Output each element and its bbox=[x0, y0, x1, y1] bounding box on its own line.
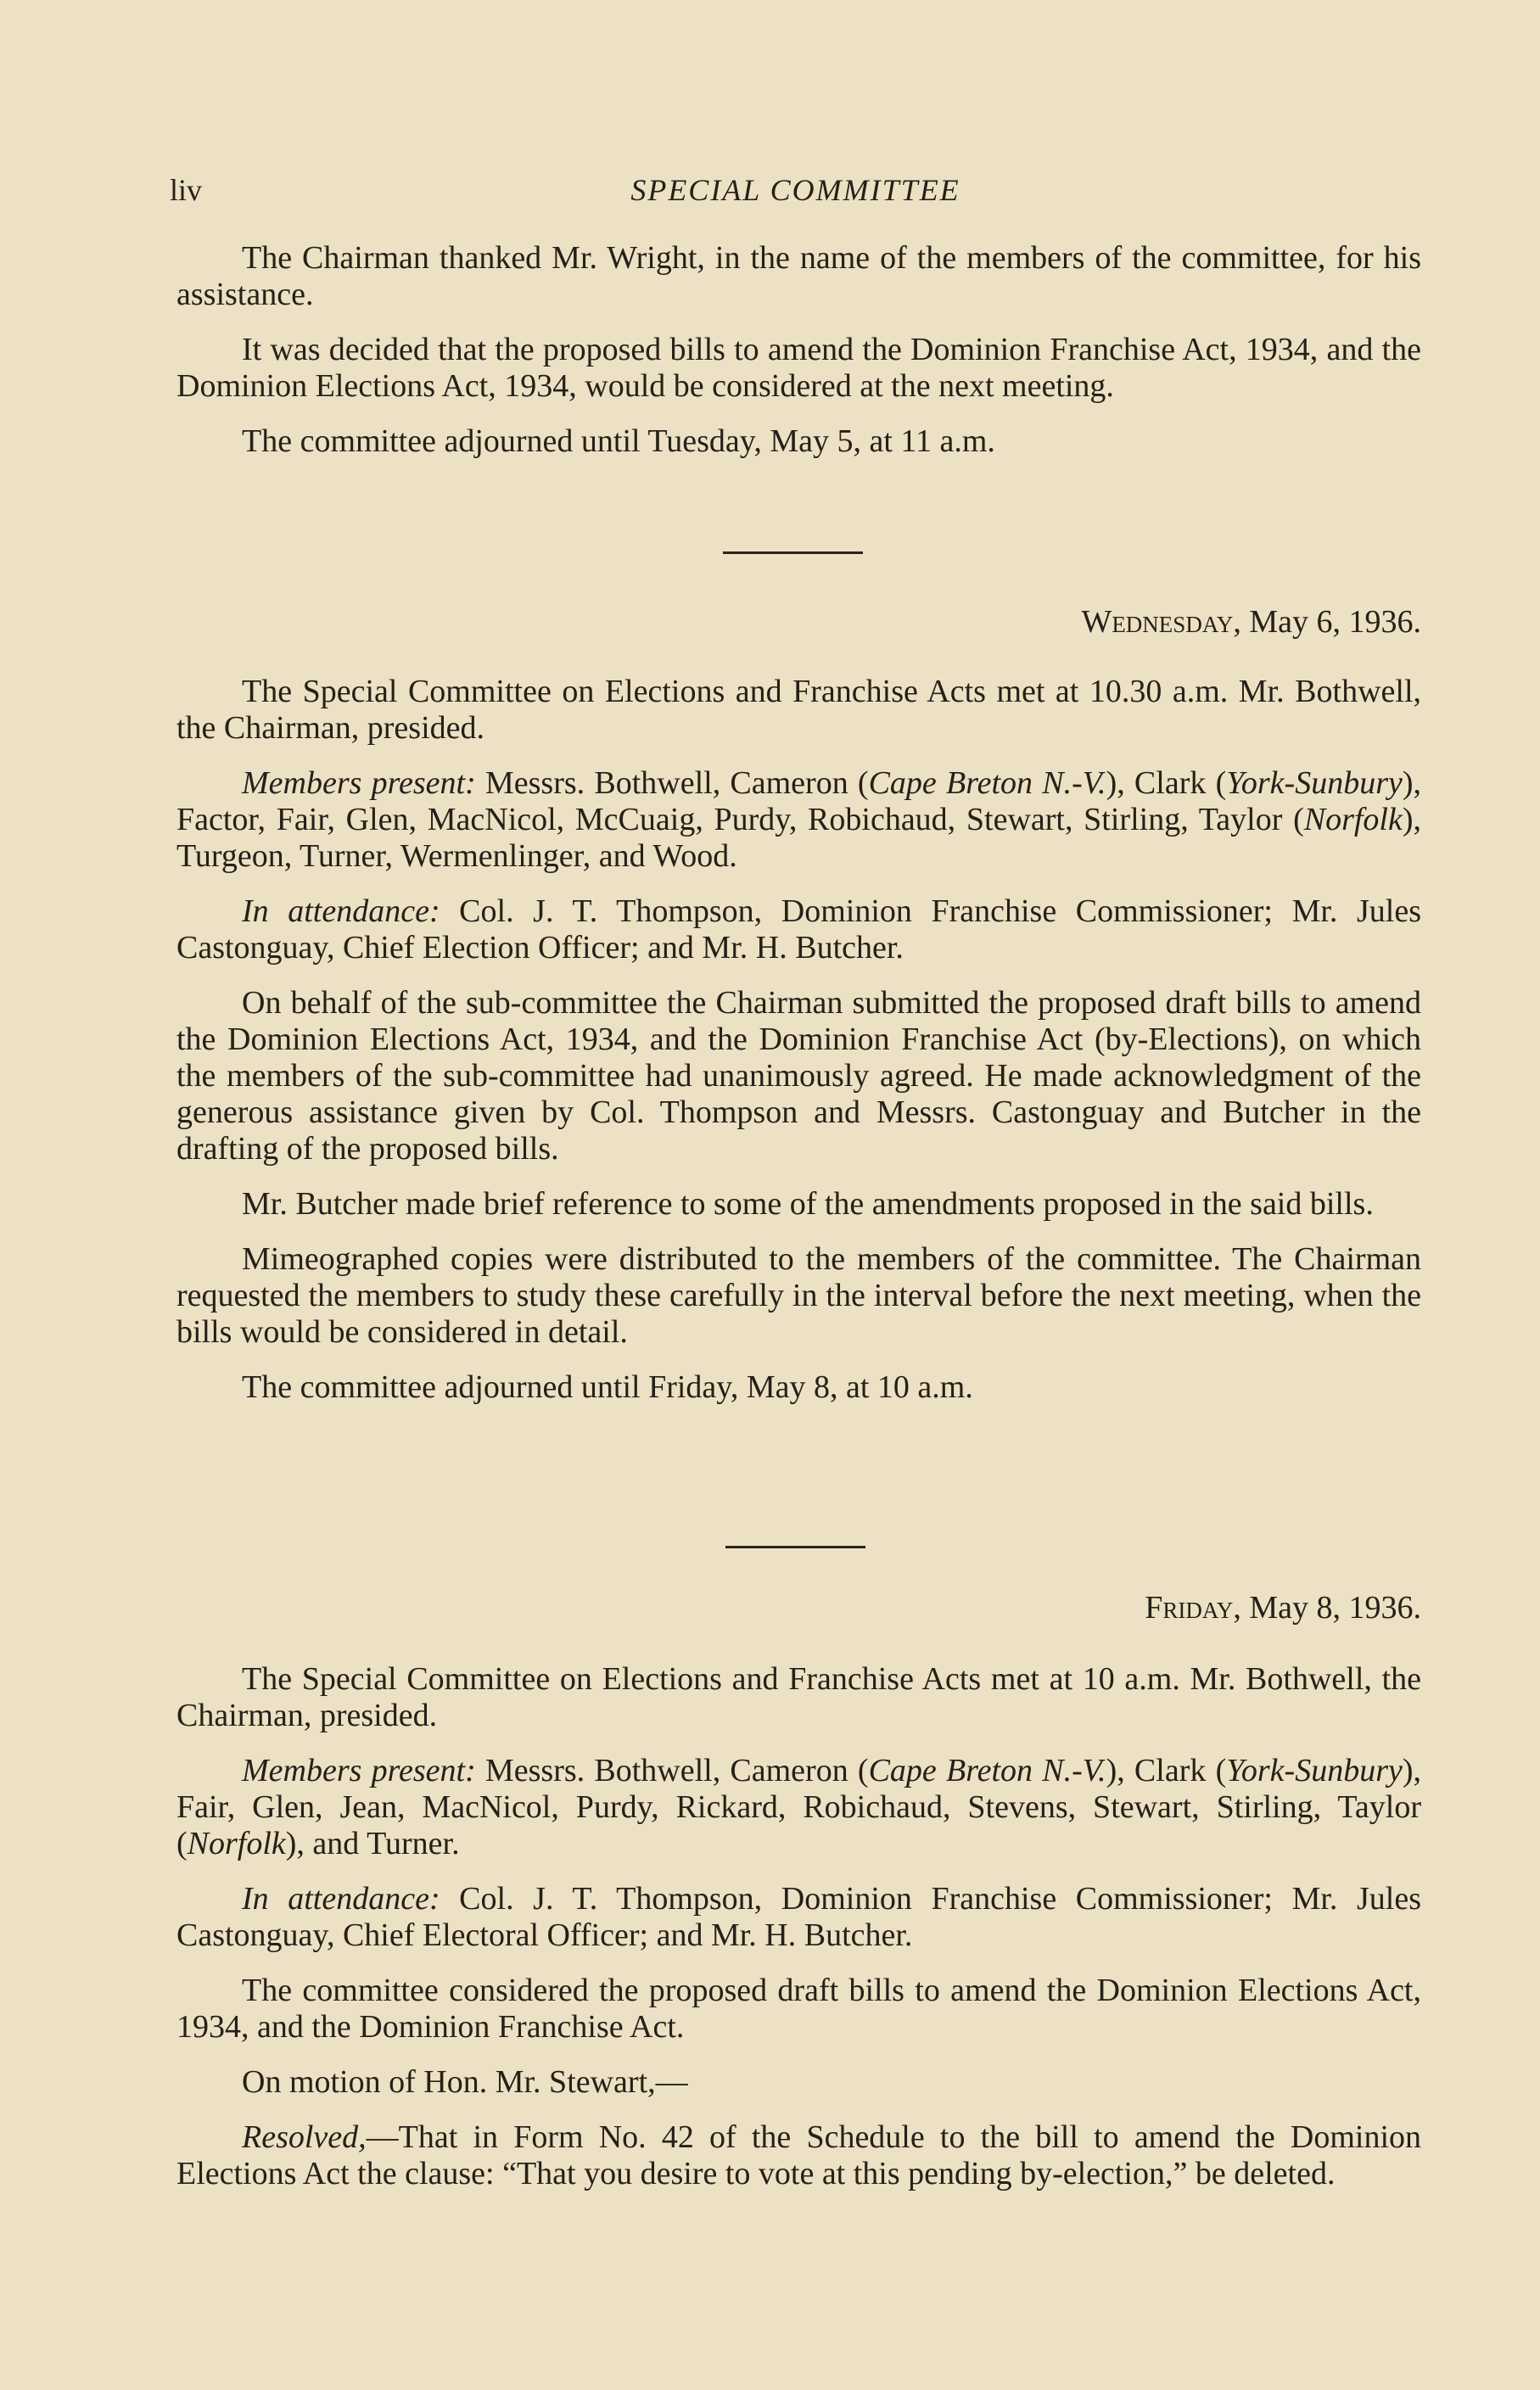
paragraph: Mimeographed copies were distributed to the members of the committee. The Chairman requested the members to study these carefully in the interval before the next meeting, when the bills would be considered in detail. bbox=[176, 1241, 1421, 1350]
members-text: Messrs. Bothwell, Cameron ( bbox=[475, 765, 869, 801]
meeting-date-rest: , May 8, 1936. bbox=[1233, 1590, 1421, 1626]
meeting-date bbox=[1081, 603, 1421, 641]
section-divider bbox=[725, 1546, 865, 1548]
resolution bbox=[176, 2119, 1421, 2192]
paragraph: The Chairman thanked Mr. Wright, in the name of the members of the committee, for his assistance. bbox=[176, 240, 1421, 312]
paragraph: The committee adjourned until Tuesday, May 5, at 11 a.m. bbox=[242, 423, 995, 459]
members-text: ), Fair, Glen, Jean, MacNicol, Purdy, Rickard, Robichaud, Stevens, Stewart, Stirling, Taylor ( bbox=[176, 1753, 1422, 1861]
section-divider bbox=[723, 551, 863, 554]
members-text: ), Clark ( bbox=[1106, 765, 1227, 801]
members-text: ), Clark ( bbox=[1106, 1753, 1227, 1788]
paragraph: The Special Committee on Elections and Franchise Acts met at 10.30 a.m. Mr. Bothwell, the Chairman, presided. bbox=[176, 674, 1421, 746]
members-text: Norfolk bbox=[1303, 802, 1403, 837]
attendance-label: In attendance: bbox=[242, 1881, 440, 1917]
page-number: liv bbox=[170, 173, 203, 207]
resolution-text: —That in Form No. 42 of the Schedule to the bill to amend the Dominion Elections Act the clause: “That you desire to vote at this pending by-election,” be deleted. bbox=[176, 2119, 1421, 2191]
meeting-day: Wednesday bbox=[1081, 604, 1234, 640]
members-text: Cape Breton N.-V. bbox=[868, 1753, 1106, 1788]
members-text: York-Sunbury bbox=[1226, 765, 1403, 801]
paragraph: The committee considered the proposed draft bills to amend the Dominion Elections Act, 1934, and the Dominion Franchise Act. bbox=[176, 1973, 1421, 2045]
members-text: Cape Breton N.-V. bbox=[868, 765, 1106, 801]
attendance-text: Col. J. T. Thompson, Dominion Franchise Commissioner; Mr. Jules Castonguay, Chief Election Officer; and Mr. H. Butcher. bbox=[176, 893, 1421, 966]
members-text: ), Factor, Fair, Glen, MacNicol, McCuaig, Purdy, Robichaud, Stewart, Stirling, Taylor ( bbox=[176, 765, 1422, 837]
section-3 bbox=[176, 1661, 1421, 2192]
attendance bbox=[176, 1881, 1421, 1954]
resolved-label: Resolved, bbox=[242, 2119, 367, 2155]
paragraph: It was decided that the proposed bills to amend the Dominion Franchise Act, 1934, and the Dominion Elections Act, 1934, would be considered at the next meeting. bbox=[176, 332, 1421, 404]
members-label: Members present: bbox=[242, 1753, 476, 1788]
members-text: ), Turgeon, Turner, Wermenlinger, and Wood. bbox=[176, 802, 1421, 874]
paragraph: The Special Committee on Elections and Franchise Acts met at 10 a.m. Mr. Bothwell, the Chairman, presided. bbox=[176, 1661, 1421, 1733]
members-text: Messrs. Bothwell, Cameron ( bbox=[475, 1753, 869, 1788]
section-1 bbox=[176, 240, 1421, 460]
section-2 bbox=[176, 674, 1421, 1406]
paragraph: On motion of Hon. Mr. Stewart,— bbox=[242, 2064, 688, 2100]
paragraph: The committee adjourned until Friday, May 8, at 10 a.m. bbox=[242, 1369, 973, 1405]
meeting-date-rest: , May 6, 1936. bbox=[1233, 604, 1421, 640]
members-text: York-Sunbury bbox=[1226, 1753, 1403, 1788]
members-present bbox=[176, 1753, 1421, 1862]
members-present bbox=[176, 765, 1421, 875]
meeting-day: Friday bbox=[1145, 1590, 1234, 1626]
members-text: ), and Turner. bbox=[285, 1826, 460, 1861]
attendance-text: Col. J. T. Thompson, Dominion Franchise Commissioner; Mr. Jules Castonguay, Chief Electoral Officer; and Mr. H. Butcher. bbox=[176, 1881, 1421, 1953]
running-title: SPECIAL COMMITTEE bbox=[630, 173, 960, 207]
paragraph: Mr. Butcher made brief reference to some of the amendments proposed in the said bills. bbox=[242, 1186, 1374, 1222]
meeting-date bbox=[1145, 1589, 1421, 1626]
attendance-label: In attendance: bbox=[242, 893, 440, 929]
members-label: Members present: bbox=[242, 765, 476, 801]
members-text: Norfolk bbox=[187, 1826, 286, 1861]
attendance bbox=[176, 893, 1421, 966]
paragraph: On behalf of the sub-committee the Chairman submitted the proposed draft bills to amend the Dominion Elections Act, 1934, and the Dominion Franchise Act (by-Elections), on which the members of the sub-committee had unanimously agreed. He made acknowledgment of the generous assistance given by Col. Thompson and Messrs. Castonguay and Butcher in the drafting of the proposed bills. bbox=[176, 985, 1421, 1167]
page-header bbox=[170, 172, 1421, 215]
